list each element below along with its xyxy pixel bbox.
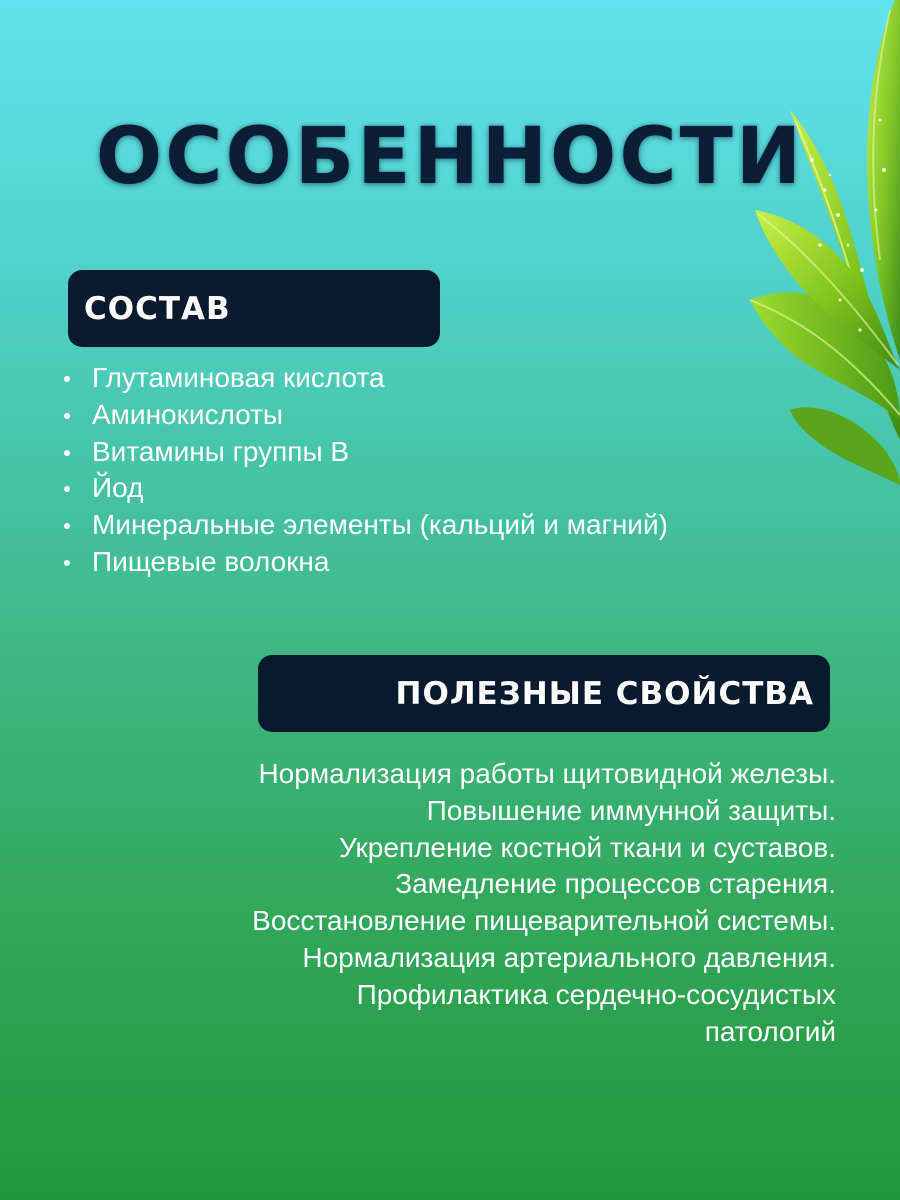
benefits-heading: ПОЛЕЗНЫЕ СВОЙСТВА [395, 675, 814, 712]
list-item: Витамины группы В [62, 434, 668, 471]
benefit-line: Повышение иммунной защиты. [426, 794, 836, 826]
benefit-line: Профилактика сердечно-сосудистых [356, 978, 836, 1010]
page-title: ОСОБЕННОСТИ [95, 112, 805, 202]
benefit-line: Нормализация артериального давления. [302, 941, 836, 973]
benefit-line: Укрепление костной ткани и суставов. [339, 831, 836, 863]
benefits-list [252, 756, 836, 1050]
list-item: Минеральные элементы (кальций и магний) [62, 507, 668, 544]
benefit-line: Замедление процессов старения. [395, 868, 836, 900]
list-item: Йод [62, 470, 668, 507]
list-item: Глутаминовая кислота [62, 360, 668, 397]
benefit-line: патологий [704, 1015, 836, 1047]
list-item: Аминокислоты [62, 397, 668, 434]
list-item: Пищевые волокна [62, 544, 668, 581]
composition-heading: СОСТАВ [84, 290, 231, 327]
benefit-line: Нормализация работы щитовидной железы. [258, 758, 836, 789]
benefit-line: Восстановление пищеварительной системы. [252, 905, 836, 937]
benefits-heading-pill [258, 655, 830, 732]
composition-list [62, 360, 668, 581]
composition-heading-pill [68, 270, 440, 347]
